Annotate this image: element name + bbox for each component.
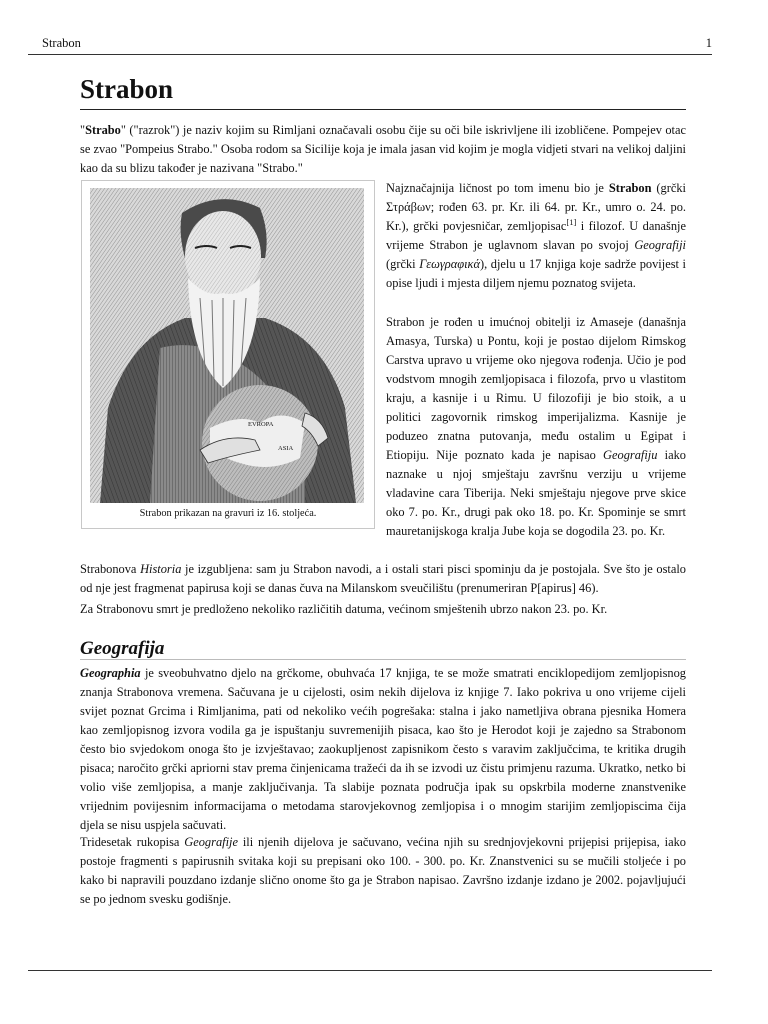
page-title: Strabon — [80, 74, 174, 104]
text-run: ili njenih dijelova je sačuvano, većina njih su srednjovjekovni prijepisi prijepisa, iako postoje fragmenti s papirusnih svitaka koji su prepisani oko 100. - 300. po. Kr. Znanstvenici su se mučili stoljeće i po kako bi napravili pouzdano izdanje slično onome što ga je Strabon napisao. Završno izdanje izdano je 2002. pojavljujući se po jednom svesku godišnje. — [80, 835, 686, 906]
geografiju-italic: Geografiju — [603, 448, 658, 462]
header-divider — [28, 54, 712, 55]
section-heading-geografija: Geografija — [80, 638, 165, 659]
running-header-title: Strabon — [42, 36, 81, 50]
text-run: Najznačajnija ličnost po tom imenu bio je — [386, 181, 609, 195]
text-run: je izgubljena: sam ju Strabon navodi, a i ostali stari pisci spominju da je postojala. Sve što je ostalo od nje jest fragmenat papirusa koji se danas čuva na Milanskom sveučilištu (prenumeriran P[apirus] 46). — [80, 562, 686, 595]
greek-title-italic: Γεωγραφικά — [419, 257, 480, 271]
strabo-engraving-image — [90, 188, 364, 503]
portrait-figure — [81, 180, 375, 529]
intro-paragraph: "Strabo" ("razrok") je naziv kojim su Rimljani označavali osobu čije su oči bile iskrivljene ili izobličene. Pompejev otac se zvao "Pompeius Strabo." Osoba rodom sa Sicilije koja je imala jasan vid kojim je mogla vidjeti stvari na velikoj daljini kao da su blizu također je nazivana "Strabo." — [80, 123, 686, 175]
bio-paragraph-2 — [386, 313, 686, 541]
figure-caption: Strabon prikazan na gravuri iz 16. stoljeća. — [139, 508, 317, 519]
globe-label-europa: EVROPA — [248, 421, 274, 428]
historia-italic: Historia — [140, 562, 182, 576]
title-divider — [80, 109, 686, 110]
section-divider — [80, 659, 686, 660]
text-run: ), djelu u 17 knjiga koje sadrže povijest i opise ljudi i mjesta diljem njemu poznatog svijeta. — [386, 257, 686, 290]
historia-paragraph — [80, 560, 686, 598]
text-run: (grčki Στράβων; rođen 63. pr. Kr. ili 64. pr. Kr., umro o. 24. po. Kr.), grčki povjesničar, zemljopisac — [386, 181, 686, 233]
geographia-bold-italic: Geographia — [80, 666, 141, 680]
death-paragraph: Za Strabonovu smrt je predloženo nekoliko različitih datuma, većinom smještenih ubrzo nakon 23. po. Kr. — [80, 602, 608, 616]
text-run: iako naznake u njoj smještaju završnu verziju u vrijeme vladavine cara Tiberija. Neki smještaju njegove prve skice oko 7. po. Kr., drugi pak oko 18. po. Kr. Spominje se smrt mauretanijskoga kralja Jube koja se dogodila 23. po. Kr. — [386, 448, 686, 538]
text-run: Tridesetak rukopisa — [80, 835, 185, 849]
text-run: Strabon je rođen u imućnoj obitelji iz Amaseje (današnja Amasya, Turska) u Pontu, koji je postao dijelom Rimskog Carstva upravo u vrijeme oko njegova rođenja. Učio je pod vodstvom mnogih zemljopisaca i filozofa, prvo u vlastitom kraju, a kasnije i u Rimu. U filozofiji je bio stoik, a u politici zagovornik rimskog imperijalizma. Kasnije je poduzeo znatna putovanja, među ostalim u Egipat i Etiopiju. Nije poznato kada je napisao — [386, 315, 686, 462]
reference-link[interactable]: [1] — [566, 216, 577, 227]
bio-paragraph-1 — [386, 179, 686, 293]
intro-text: " ("razrok") je naziv kojim su Rimljani označavali osobu čije su oči bile iskrivljene ili izobličene. Pompejev otac se zvao "Pompeius Strabo." Osoba rodom sa Sicilije koja je imala jasan vid kojim je mogla vidjeti stvari na velikoj daljini kao da su blizu također je nazivana "Strabo." — [80, 123, 686, 175]
footer-divider — [28, 970, 712, 971]
globe-label-asia: ASIA — [278, 445, 294, 452]
geografiji-italic: Geografiji — [634, 238, 686, 252]
page-number: 1 — [705, 36, 712, 50]
text-run: i filozof. U današnje vrijeme Strabon je uglavnom slavan po svojoj — [386, 219, 686, 252]
text-run: je sveobuhvatno djelo na grčkome, obuhvaća 17 knjiga, te se može smatrati enciklopedijom zemljopisnog znanja Strabonova vremena. Sačuvana je u cijelosti, osim nekih dijelova iz knjige 7. Iako pokriva u ono vrijeme cijeli svijet poznat Grcima i Rimljanima, pati od nekoliko većih pogrešaka: stalna i jako nametljiva obrana pjesnika Homera kao zemljopisnog izvora vodila ga je ispuštanju suvremenijih pisaca, kao što je Herodot koji je zajedno sa Strabonom često bio svjedokom onoga što je izvještavao; zaokupljenost zapisnikom često s varavim zaključcima, te kritika drugih pisaca; naročito grčki apriorni stav prema činjenicama tražeći da ih se izvodi uz čistu primjenu razuma. Ukratko, netko bi volio više zemljopisa, a manje zaključivanja. Ta slabije poznata područja ipak su opskrbila moderne znanstvenike vrijednim povijesnim informacijama o metodama starovjekovnog zemljopisa i o mnogim starijim zemljopiscima čija djela se nisu uspjela sačuvati. — [80, 666, 686, 832]
geografija-paragraph-2 — [80, 833, 686, 909]
geografija-paragraph-1 — [80, 664, 686, 835]
text-run: Strabonova — [80, 562, 141, 576]
intro-name-bold: Strabo — [85, 123, 121, 137]
strabon-bold: Strabon — [608, 181, 652, 195]
text-run: (grčki — [386, 257, 420, 271]
geografije-italic: Geografije — [184, 835, 238, 849]
